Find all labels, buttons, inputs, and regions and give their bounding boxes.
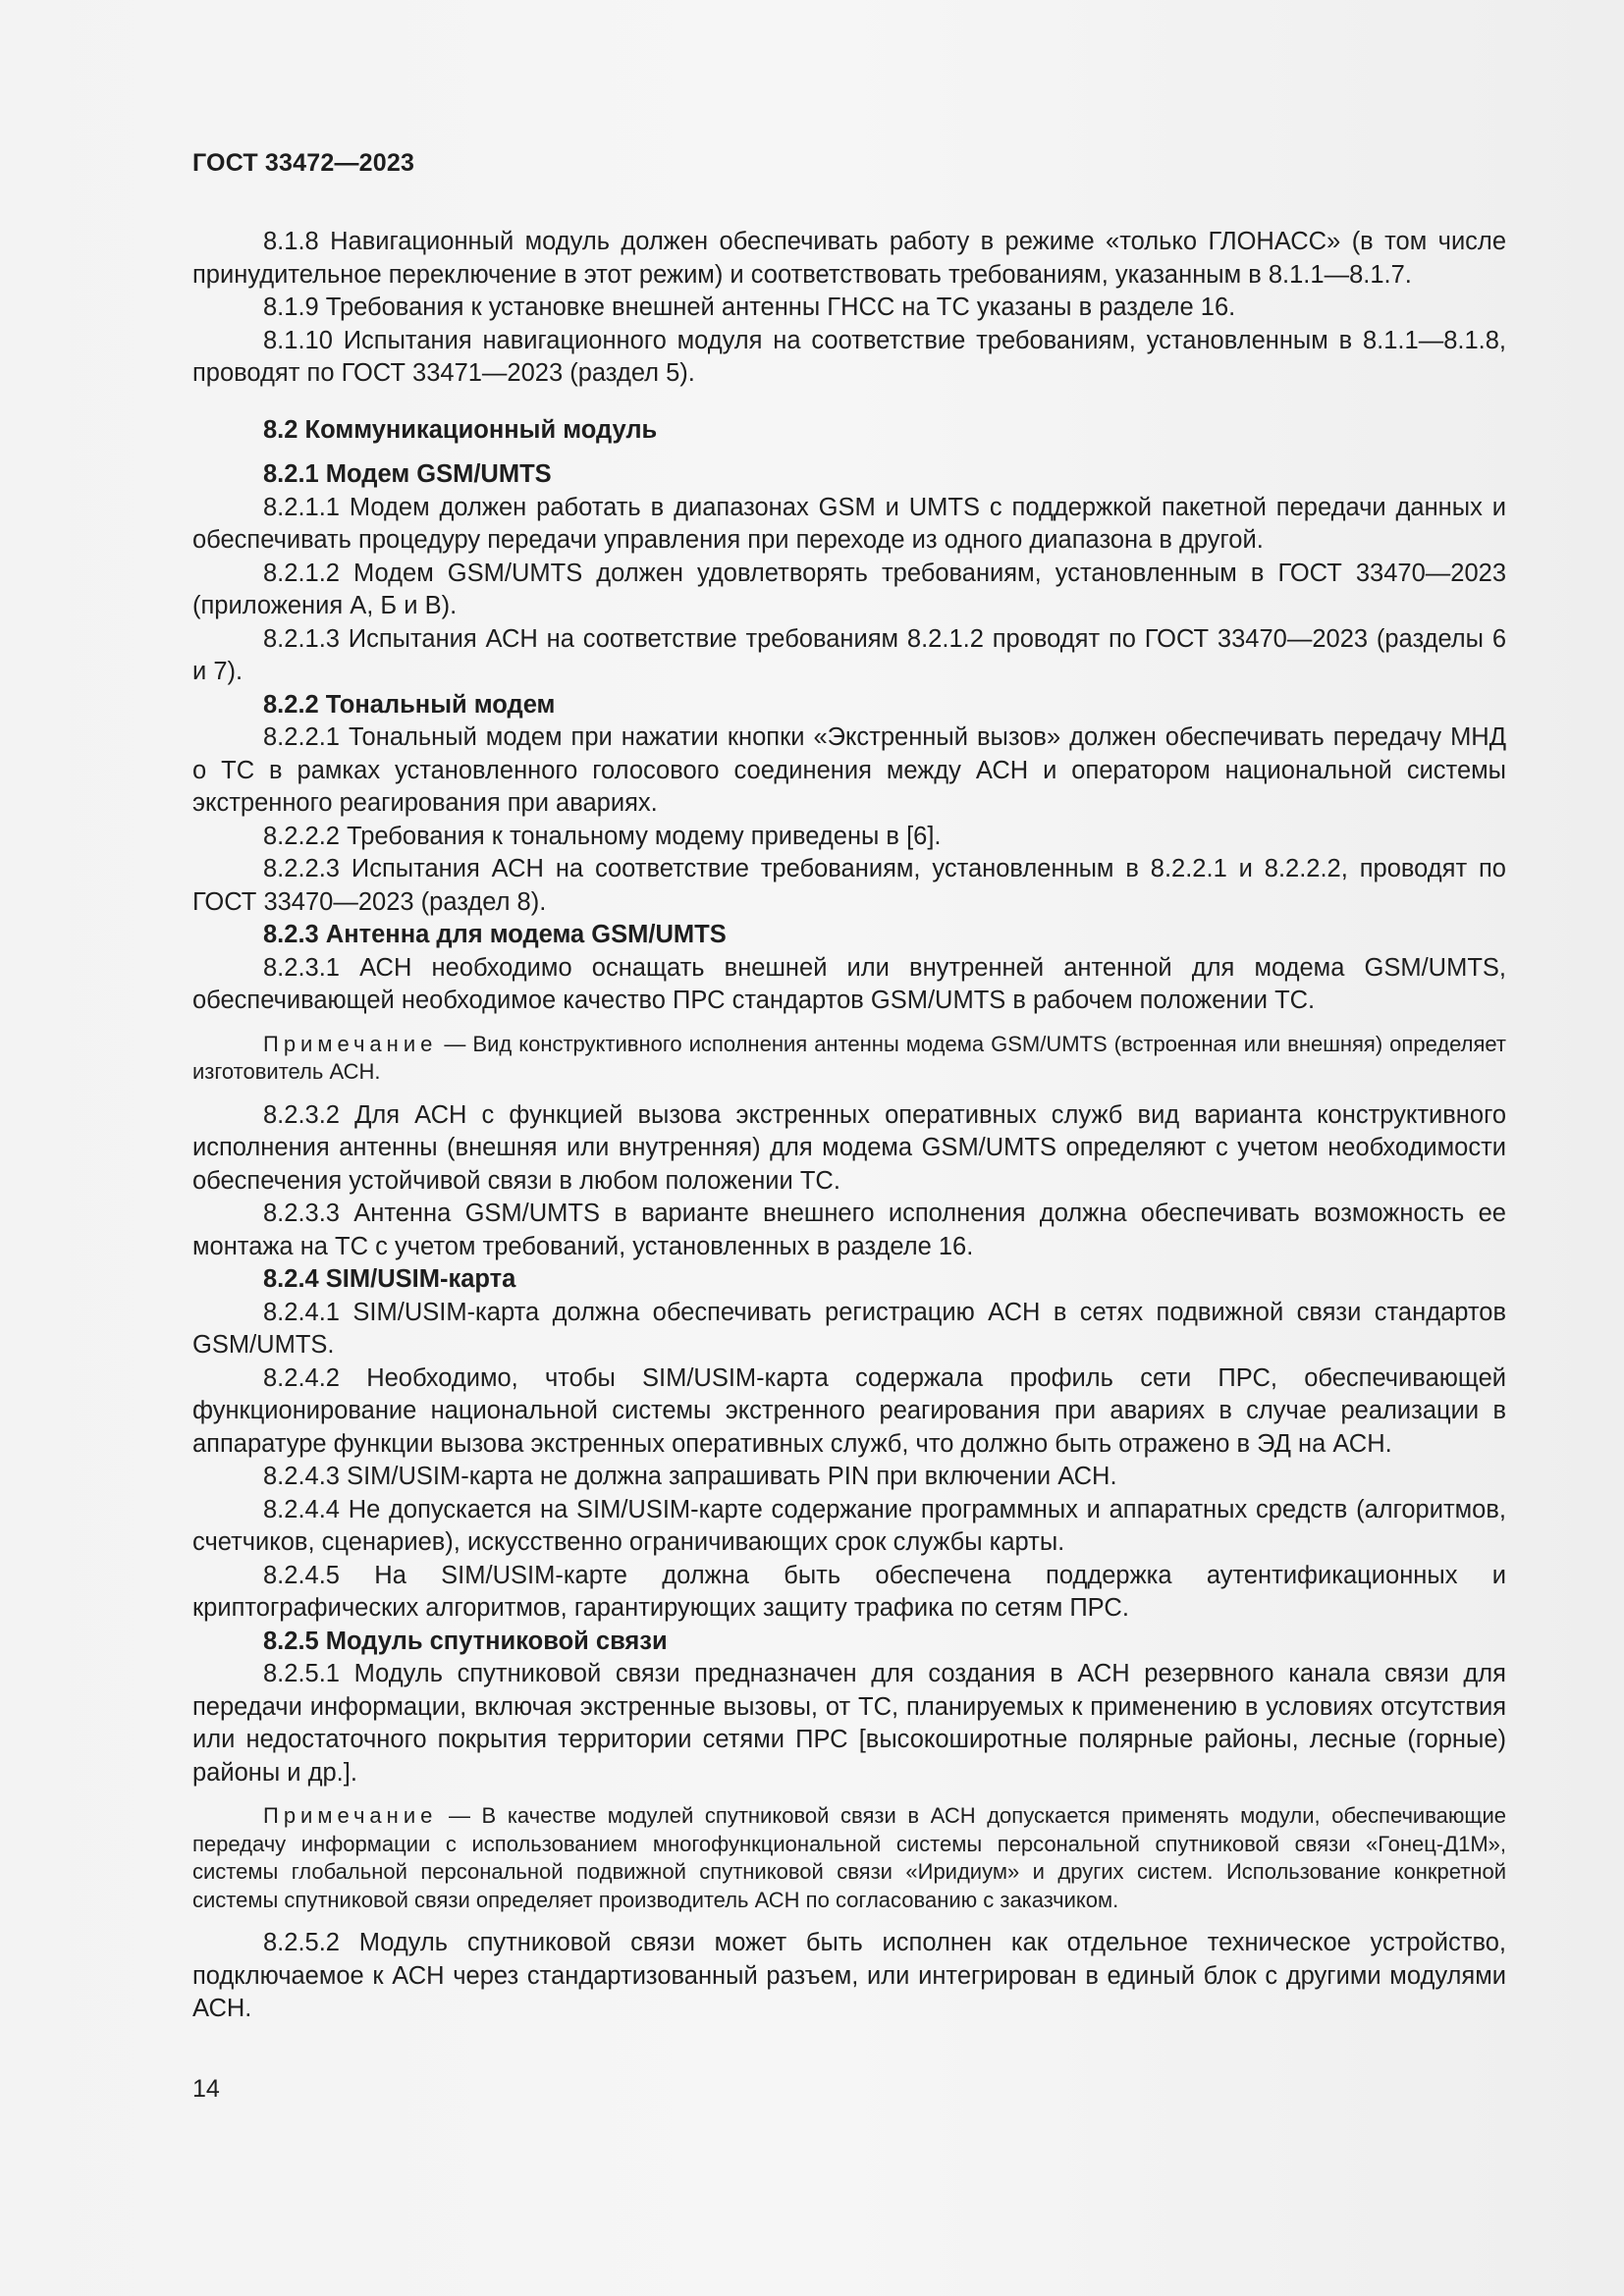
document-header: ГОСТ 33472—2023 — [192, 149, 415, 177]
paragraph-8-2-4-5: 8.2.4.5 На SIM/USIM-карте должна быть обеспечена поддержка аутентификационных и криптографических алгоритмов, гарантирующих защиту трафика по сетям ПРС. — [192, 1561, 1506, 1622]
paragraph-8-1-9: 8.1.9 Требования к установке внешней антенны ГНСС на ТС указаны в разделе 16. — [263, 294, 1236, 321]
note-satellite — [192, 1802, 1506, 1914]
page-number: 14 — [192, 2075, 220, 2103]
paragraph-8-2-1-1: 8.2.1.1 Модем должен работать в диапазонах GSM и UMTS с поддержкой пакетной передачи данных и обеспечивать процедуру передачи управления при переходе из одного диапазона в другой. — [192, 493, 1506, 554]
heading-8-2: 8.2 Коммуникационный модуль — [263, 415, 658, 444]
paragraph-8-2-4-3: 8.2.4.3 SIM/USIM-карта не должна запрашивать PIN при включении АСН. — [263, 1463, 1117, 1490]
note-text: — В качестве модулей спутниковой связи в АСН допускается применять модули, обеспечивающие передачу информации с использованием многофункциональной системы персональной спутниковой связи «Гонец-Д1М», системы глобальной персональной подвижной спутниковой связи «Иридиум» и других систем. Использование конкретной системы спутниковой связи определяет производитель АСН по согласованию с заказчиком. — [192, 1803, 1506, 1912]
heading-8-2-4: 8.2.4 SIM/USIM-карта — [263, 1265, 516, 1293]
paragraph-8-1-10: 8.1.10 Испытания навигационного модуля на соответствие требованиям, установленным в 8.1.1—8.1.8, проводят по ГОСТ 33471—2023 (раздел 5). — [192, 326, 1506, 387]
paragraph-8-2-3-1: 8.2.3.1 АСН необходимо оснащать внешней или внутренней антенной для модема GSM/UMTS, обеспечивающей необходимое качество ПРС стандартов GSM/UMTS в рабочем положении ТС. — [192, 953, 1506, 1014]
paragraph-8-2-4-4: 8.2.4.4 Не допускается на SIM/USIM-карте содержание программных и аппаратных средств (алгоритмов, счетчиков, сценариев), искусственно ограничивающих срок службы карты. — [192, 1495, 1506, 1556]
paragraph-8-2-5-1: 8.2.5.1 Модуль спутниковой связи предназначен для создания в АСН резервного канала связи для передачи информации, включая экстренные вызовы, от ТС, планируемых к применению в условиях отсутствия или недостаточного покрытия территории сетями ПРС [высокоширотные полярные районы, лесные (горные) районы и др.]. — [192, 1660, 1506, 1787]
paragraph-8-2-2-2: 8.2.2.2 Требования к тональному модему приведены в [6]. — [263, 822, 942, 850]
paragraph-8-2-2-1: 8.2.2.1 Тональный модем при нажатии кнопки «Экстренный вызов» должен обеспечивать передачу МНД о ТС в рамках установленного голосового соединения между АСН и оператором национальной системы экстренного реагирования при авариях. — [192, 723, 1506, 817]
note-label: Примечание — [263, 1031, 438, 1056]
paragraph-8-1-8: 8.1.8 Навигационный модуль должен обеспечивать работу в режиме «только ГЛОНАСС» (в том числе принудительное переключение в этот режим) и соответствовать требованиям, указанным в 8.1.1—8.1.7. — [192, 228, 1506, 289]
paragraph-8-2-4-2: 8.2.4.2 Необходимо, чтобы SIM/USIM-карта содержала профиль сети ПРС, обеспечивающей функционирование национальной системы экстренного реагирования при авариях в случае реализации в аппаратуре функции вызова экстренных оперативных служб, что должно быть отражено в ЭД на АСН. — [192, 1363, 1506, 1458]
paragraph-8-2-2-3: 8.2.2.3 Испытания АСН на соответствие требованиям, установленным в 8.2.2.1 и 8.2.2.2, проводят по ГОСТ 33470—2023 (раздел 8). — [192, 855, 1506, 916]
document-body — [192, 226, 1506, 2026]
paragraph-8-2-3-3: 8.2.3.3 Антенна GSM/UMTS в варианте внешнего исполнения должна обеспечивать возможность ее монтажа на ТС с учетом требований, установленных в разделе 16. — [192, 1200, 1506, 1260]
paragraph-8-2-3-2: 8.2.3.2 Для АСН с функцией вызова экстренных оперативных служб вид варианта конструктивного исполнения антенны (внешняя или внутренняя) для модема GSM/UMTS определяют с учетом необходимости обеспечения устойчивой связи в любом положении ТС. — [192, 1100, 1506, 1195]
note-antenna — [192, 1031, 1506, 1087]
note-label: Примечание — [263, 1803, 438, 1828]
heading-8-2-2: 8.2.2 Тональный модем — [263, 690, 556, 719]
paragraph-8-2-1-2: 8.2.1.2 Модем GSM/UMTS должен удовлетворять требованиям, установленным в ГОСТ 33470—2023 (приложения А, Б и В). — [192, 559, 1506, 619]
heading-8-2-5: 8.2.5 Модуль спутниковой связи — [263, 1627, 668, 1655]
heading-8-2-3: 8.2.3 Антенна для модема GSM/UMTS — [263, 921, 727, 948]
heading-8-2-1: 8.2.1 Модем GSM/UMTS — [263, 460, 552, 488]
paragraph-8-2-5-2: 8.2.5.2 Модуль спутниковой связи может быть исполнен как отдельное техническое устройство, подключаемое к АСН через стандартизованный разъем, или интегрирован в единый блок с другими модулями АСН. — [192, 1929, 1506, 2022]
paragraph-8-2-4-1: 8.2.4.1 SIM/USIM-карта должна обеспечивать регистрацию АСН в сетях подвижной связи стандартов GSM/UMTS. — [192, 1298, 1506, 1359]
paragraph-8-2-1-3: 8.2.1.3 Испытания АСН на соответствие требованиям 8.2.1.2 проводят по ГОСТ 33470—2023 (разделы 6 и 7). — [192, 624, 1506, 685]
note-text: — Вид конструктивного исполнения антенны модема GSM/UMTS (встроенная или внешняя) определяет изготовитель АСН. — [192, 1031, 1506, 1084]
